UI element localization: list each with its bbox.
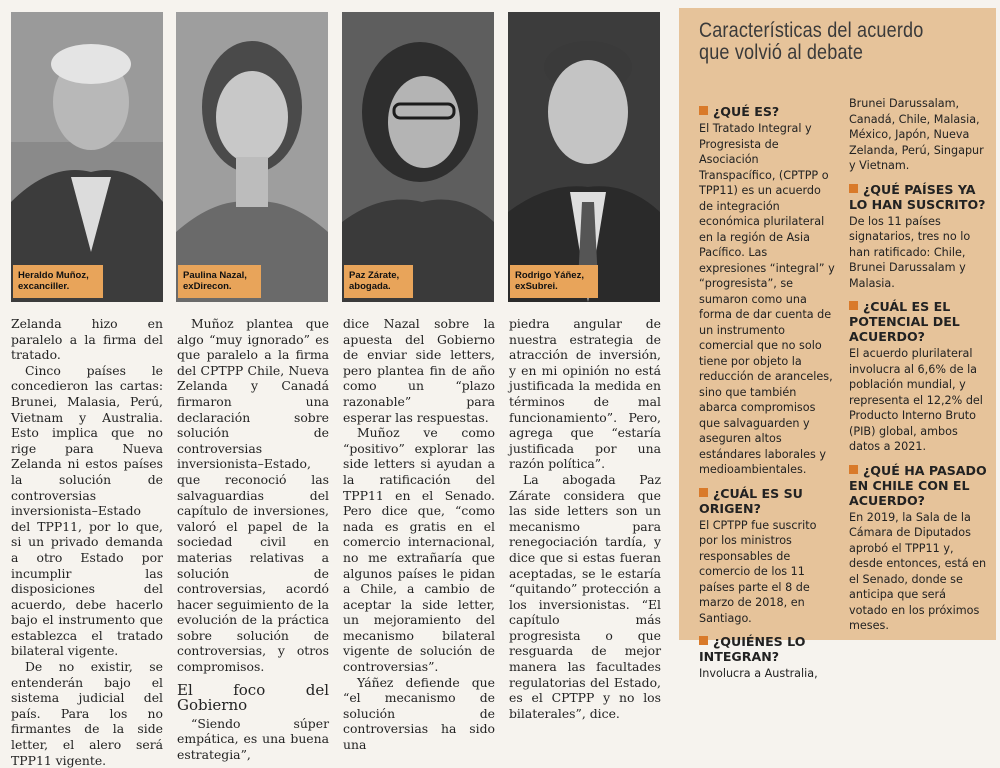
portrait-image	[11, 12, 163, 302]
photo-caption: Paulina Nazal, exDirecon.	[178, 265, 261, 298]
photo-heraldo-munoz	[11, 12, 163, 302]
square-bullet-icon	[849, 301, 858, 310]
question-heading: ¿CUÁL ES SU ORIGEN?	[699, 485, 803, 516]
photo-rodrigo-yanez	[508, 12, 660, 302]
square-bullet-icon	[699, 106, 708, 115]
question-heading: ¿CUÁL ES EL POTENCIAL DEL ACUERDO?	[849, 299, 960, 344]
portrait-image	[176, 12, 328, 302]
photo-paz-zarate	[342, 12, 494, 302]
question-heading: ¿QUÉ HA PASADO EN CHILE CON EL ACUERDO?	[849, 462, 987, 508]
square-bullet-icon	[849, 465, 858, 474]
sidebar-column-left: ¿QUÉ ES? El Tratado Integral y Progresista de Asociación Transpacífico, (CPTPP o TPP11) es un acuerdo de integración económica plurilateral en la región de Asia Pacífico. Las expresiones “integral” y “progresista”, se sumaron como una forma de dar cuenta de un instrumento comercial que no solo tiene por objeto la reducción de aranceles, sino que también abarca compromisos que salvaguarden y aseguren altos estándares laborales y medioambientales. ¿CUÁL ES SU ORIGEN? El CPTPP fue suscrito por los ministros responsables de comercio de los 11 países parte el 8 de marzo de 2018, en Santiago. ¿QUIÉNES LO INTEGRAN? Involucra a Australia,	[699, 96, 837, 682]
article-column-4: piedra angular de nuestra estrategia de atracción de inversión, y en mi opinión no está justificada la medida en términos de mal funcionamiento”. Pero, agrega que “estaría justificada por una razón política”. La abogada Paz Zárate considera que las side letters son un mecanismo para renegociación tardía, y dice que si estas fueran aceptadas, se le estaría “quitando” protección a los inversionistas. “El capítulo más progresista o que resguarda de mejor manera las facultades regulatorias del Estado, es el CPTPP y no los bilaterales”, dice.	[509, 316, 661, 721]
question-heading: ¿QUIÉNES LO INTEGRAN?	[699, 634, 806, 664]
sidebar-column-right: Brunei Darussalam, Canadá, Chile, Malasia, México, Japón, Nueva Zelanda, Perú, Singapur y Vietnam. ¿QUÉ PAÍSES YA LO HAN SUSCRITO? De los 11 países signatarios, tres no lo han ratificado: Chile, Brunei Darussalam y Malasia. ¿CUÁL ES EL POTENCIAL DEL ACUERDO? El acuerdo plurilateral involucra al 6,6% de la población mundial, y representa el 12,2% del Producto Interno Bruto (PIB) global, ambos datos a 2021. ¿QUÉ HA PASADO EN CHILE CON EL ACUERDO? En 2019, la Sala de la Cámara de Diputados aprobó el TPP11 y, desde entonces, está en el Senado, donde se anticipa que será votado en los próximos meses.	[849, 97, 987, 632]
square-bullet-icon	[699, 636, 708, 645]
photo-caption: Heraldo Muñoz, excanciller.	[13, 265, 103, 298]
article-column-1: Zelanda hizo en paralelo a la firma del tratado. Cinco países le concedieron las cartas: Brunei, Malasia, Perú, Vietnam y Australia. Esto implica que no rige para Nueva Zelanda ni estos países la solución de controversias inversionista–Estado del TPP11, por lo que, si un privado demanda a otro Estado por incumplir las disposiciones del acuerdo, debe hacerlo bajo el instrumento que establezca el tratado bilateral vigente. De no existir, se entenderán bajo el sistema judicial del país. Para los no firmantes de la side letter, el alero será TPP11 vigente.	[11, 316, 163, 768]
photo-paulina-nazal	[176, 12, 328, 302]
square-bullet-icon	[849, 184, 858, 193]
photo-caption: Paz Zárate, abogada.	[344, 265, 413, 298]
sidebar-title: Características del acuerdo que volvió al debate	[699, 19, 924, 64]
photo-caption: Rodrigo Yáñez, exSubrei.	[510, 265, 598, 298]
square-bullet-icon	[699, 488, 708, 497]
portrait-image	[508, 12, 660, 302]
question-heading: ¿QUÉ PAÍSES YA LO HAN SUSCRITO?	[849, 181, 986, 212]
section-heading: El foco del Gobierno	[177, 680, 329, 715]
article-column-2: Muñoz plantea que algo “muy ignorado” es que paralelo a la firma del CPTPP Chile, Nueva Zelanda y Canadá firmaron una declaración sobre solución de controversias inversionista–Estado, que reconoció las salvaguardias del capítulo de inversiones, valoró el papel de la sociedad civil en materias relativas a solución de controversias, acordó hacer seguimiento de la evolución de la práctica sobre solución de controversias, y otros compromisos. El foco del Gobierno “Siendo súper empática, es una buena estrategia”,	[177, 316, 329, 763]
portrait-image	[342, 12, 494, 302]
question-heading: ¿QUÉ ES?	[699, 104, 837, 119]
article-column-3: dice Nazal sobre la apuesta del Gobierno de enviar side letters, pero plantea fin de año como un “plazo razonable” para esperar las respuestas. Muñoz ve como “positivo” explorar las side letters si ayudan a la ratificación del TPP11 en el Senado. Pero dice que, “como nada es gratis en el comercio internacional, no me extrañaría que algunos países le pidan a Chile, a cambio de aceptar la side letter, un mejoramiento del mecanismo bilateral vigente de solución de controversias”. Yáñez defiende que “el mecanismo de solución de controversias ha sido una	[343, 316, 495, 753]
sidebar-box	[679, 8, 996, 680]
